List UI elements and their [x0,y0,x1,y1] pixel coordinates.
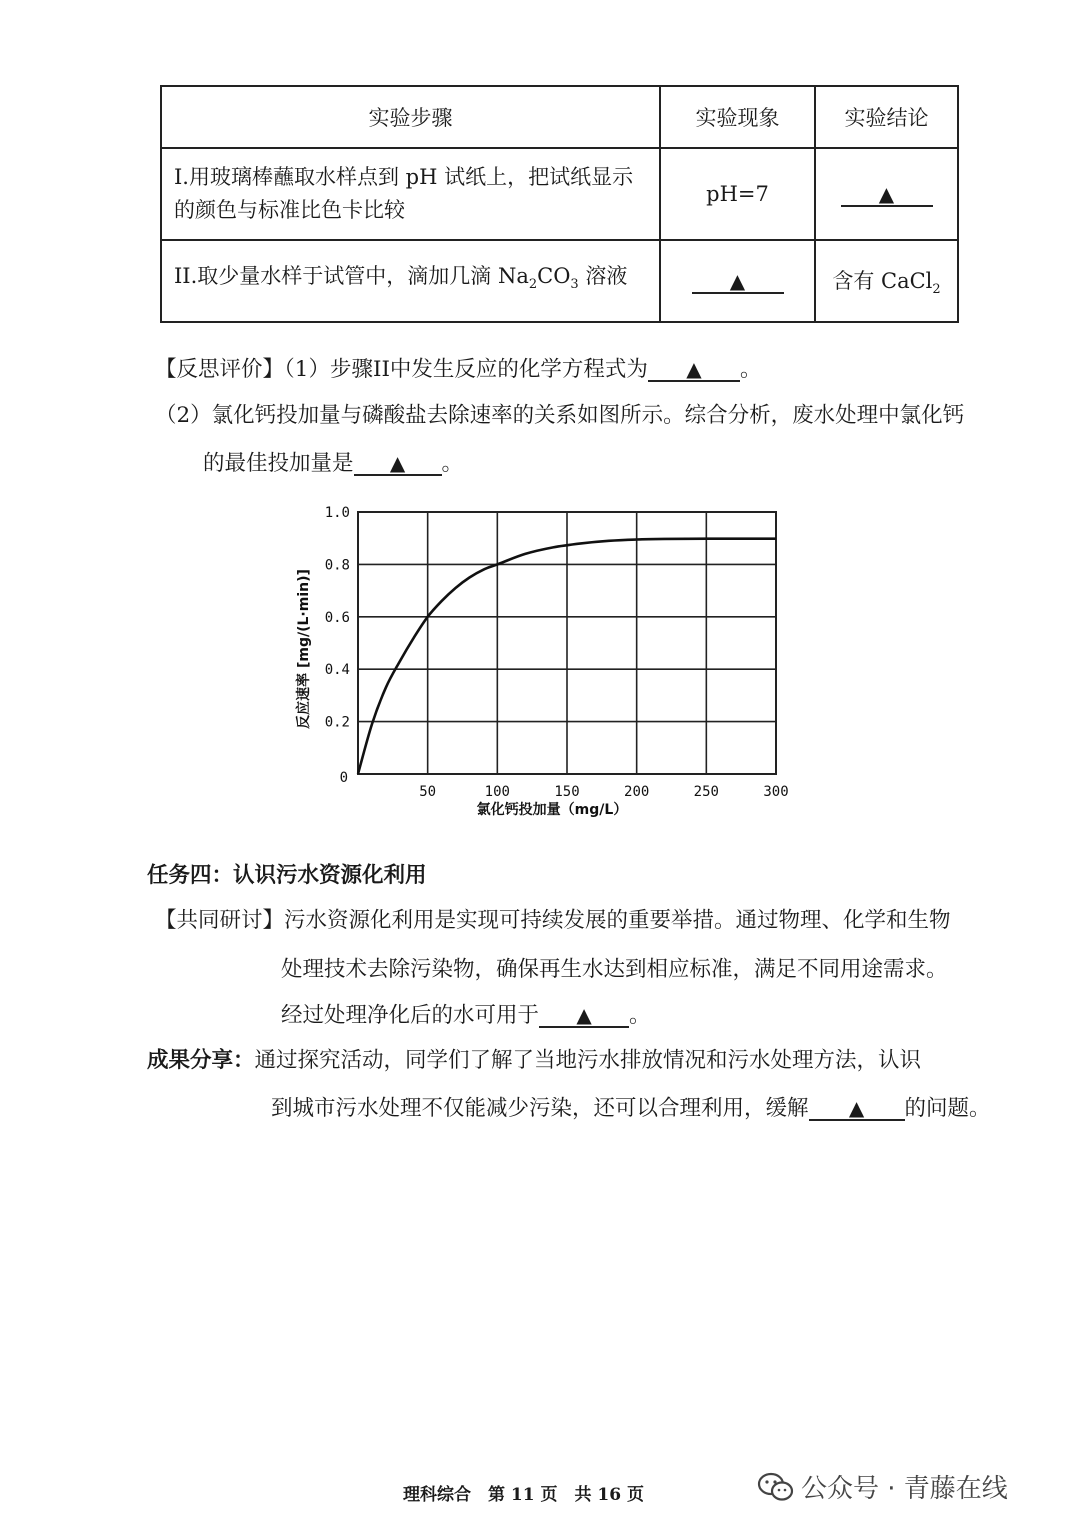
task4-title: 任务四：认识污水资源化利用 [147,863,427,888]
answer-blank[interactable]: ▲ [809,1097,905,1121]
x-tick-label: 250 [693,784,719,800]
reflection-q1: 【反思评价】（1）步骤II中发生反应的化学方程式为 ▲ 。 [155,357,762,382]
discuss-line1: 【共同研讨】污水资源化利用是实现可持续发展的重要举措。通过物理、化学和生物 [155,908,951,933]
row2-phenomenon [660,240,815,322]
y-tick-label: 0.8 [324,557,350,574]
chart-grid [358,512,776,774]
answer-blank[interactable]: ▲ [539,1004,629,1028]
header-steps: 实验步骤 [161,86,660,148]
rate-chart [280,495,820,835]
watermark-text: 公众号 · 青藤在线 [801,1474,1008,1504]
page-footer: 理科综合 第 11 页 共 16 页 [403,1485,644,1505]
x-tick-label: 100 [484,784,510,800]
row2-step: II.取少量水样于试管中，滴加几滴 $Na_2CO_3$ 溶液 [161,240,660,322]
table-row [161,148,958,240]
x-tick-label: 200 [624,784,650,800]
y-tick-label: 0.4 [324,662,350,679]
table-row [161,240,958,322]
share-line2: 到城市污水处理不仅能减少污染，还可以合理利用，缓解 ▲ 的问题。 [271,1096,991,1121]
answer-blank[interactable]: ▲ [692,270,784,294]
experiment-table [160,85,959,323]
header-phenomenon: 实验现象 [660,86,815,148]
x-tick-label: 50 [419,784,437,800]
y-tick-label: 0.6 [324,609,350,626]
answer-blank[interactable]: ▲ [648,358,740,382]
row1-conclusion [815,148,958,240]
wechat-icon [757,1471,795,1503]
y-axis-label: 反应速率 [mg/(L·min)] [296,569,312,729]
y-tick-label: 0.2 [324,714,350,731]
reflection-q2-line1: （2）氯化钙投加量与磷酸盐去除速率的关系如图所示。综合分析，废水处理中氯化钙 [155,403,965,428]
x-axis-label: 氯化钙投加量（mg/L） [476,802,628,818]
share-label: 成果分享： [147,1048,255,1073]
row2-conclusion: 含有 CaCl$_2$ [815,240,958,322]
x-tick-label: 300 [763,784,789,800]
table-header-row [161,86,958,148]
reflection-q2-line2: 的最佳投加量是 ▲ 。 [203,451,464,476]
watermark [757,1468,1008,1505]
origin-label: 0 [339,770,348,786]
y-tick-label: 1.0 [324,505,350,521]
x-tick-label: 150 [554,784,580,800]
row1-phenomenon: pH=7 [660,148,815,240]
discuss-label: 【共同研讨】 [155,908,285,933]
share-line1: 成果分享：通过探究活动，同学们了解了当地污水排放情况和污水处理方法，认识 [147,1048,922,1073]
reflection-label: 【反思评价】 [155,357,285,382]
discuss-line2: 处理技术去除污染物，确保再生水达到相应标准，满足不同用途需求。 [281,957,948,982]
answer-blank[interactable]: ▲ [841,183,933,207]
header-conclusion: 实验结论 [815,86,958,148]
answer-blank[interactable]: ▲ [354,452,442,476]
row1-step: I.用玻璃棒蘸取水样点到 pH 试纸上，把试纸显示的颜色与标准比色卡比较 [161,148,660,240]
discuss-line3: 经过处理净化后的水可用于 ▲ 。 [281,1003,651,1028]
